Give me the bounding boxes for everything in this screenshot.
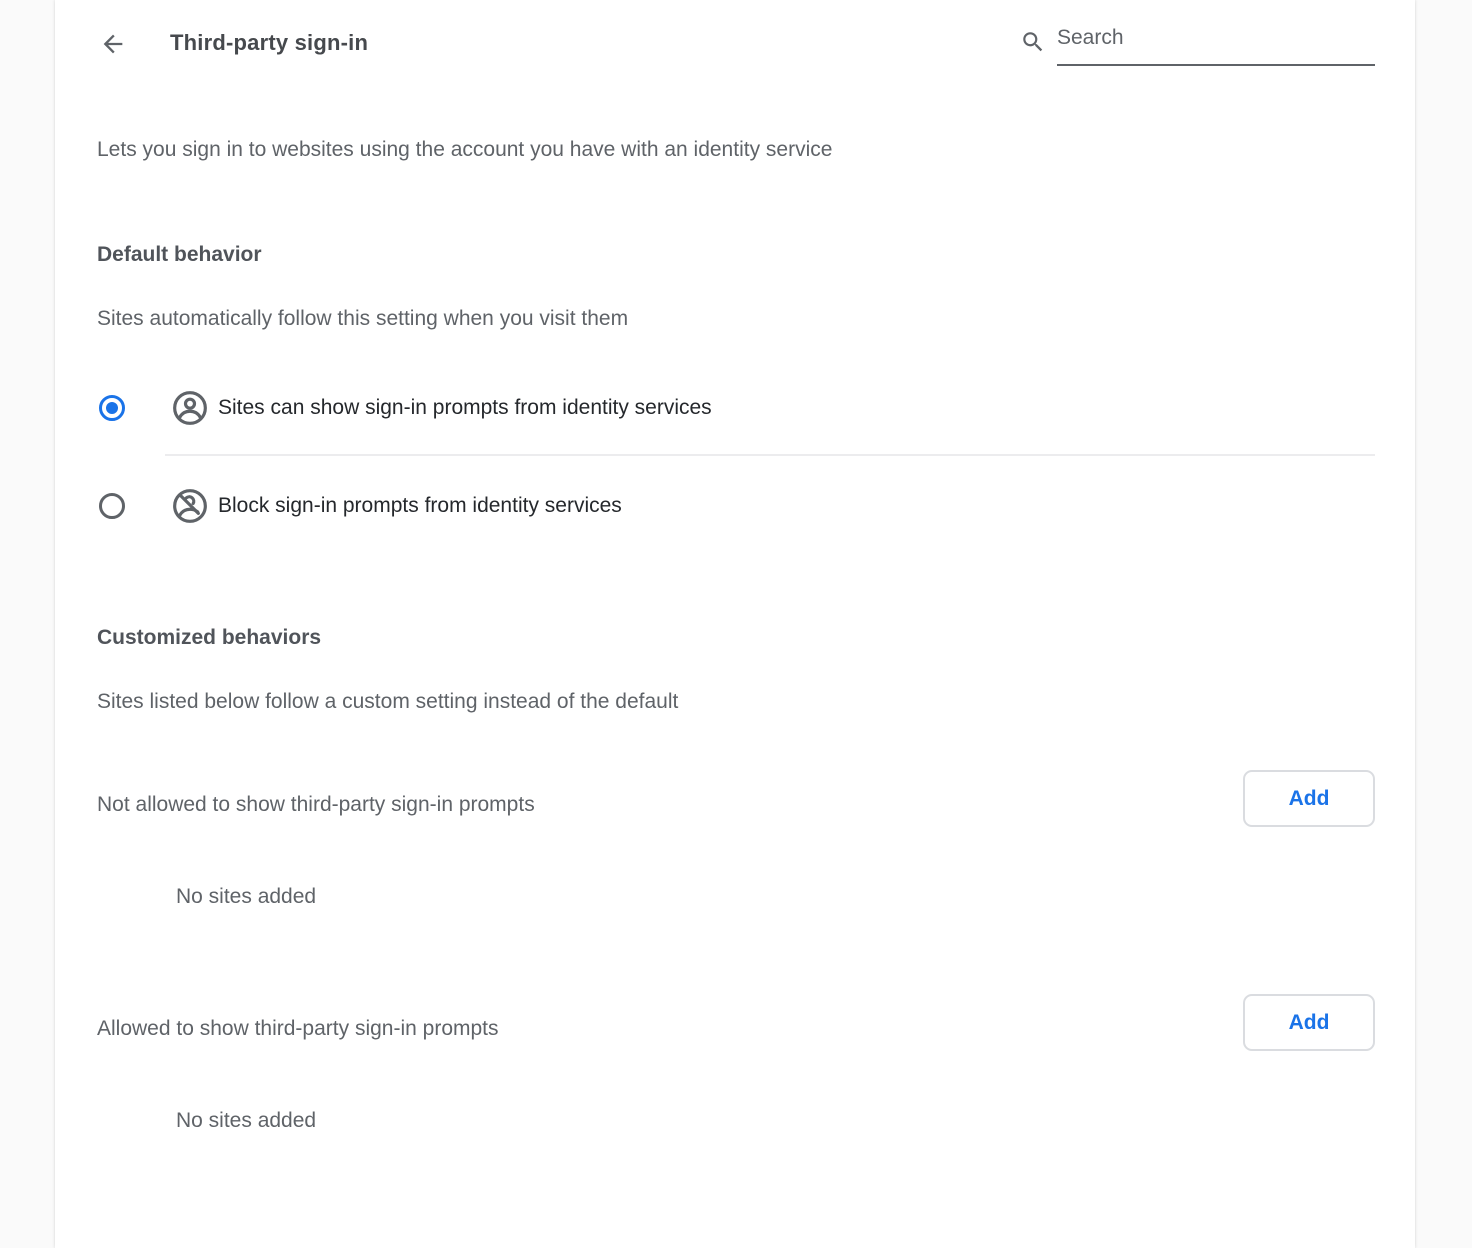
customized-behaviors-subheading: Sites listed below follow a custom setting instead of the default (97, 690, 679, 713)
radio-option-block-signin-prompts[interactable] (55, 456, 1415, 555)
add-allowed-site-button[interactable]: Add (1243, 994, 1375, 1051)
radio-button-selected[interactable] (99, 395, 125, 421)
account-circle-icon (170, 388, 210, 428)
search-icon (1020, 29, 1046, 55)
search-input[interactable] (1057, 26, 1375, 66)
add-not-allowed-site-button[interactable]: Add (1243, 770, 1375, 827)
back-button[interactable] (96, 27, 130, 61)
default-behavior-subheading: Sites automatically follow this setting when you visit them (97, 307, 629, 330)
account-blocked-icon (170, 486, 210, 526)
page-title: Third-party sign-in (170, 30, 369, 55)
arrow-back-icon (99, 30, 127, 58)
search-field (1020, 26, 1375, 66)
not-allowed-list-label: Not allowed to show third-party sign-in prompts (97, 793, 535, 816)
settings-page-card (55, 0, 1415, 1248)
page-description: Lets you sign in to websites using the account you have with an identity service (97, 138, 833, 161)
not-allowed-empty-text: No sites added (176, 885, 317, 908)
allowed-empty-text: No sites added (176, 1109, 317, 1132)
radio-option-label: Block sign-in prompts from identity services (218, 493, 622, 517)
radio-option-label: Sites can show sign-in prompts from identity services (218, 396, 712, 419)
default-behavior-heading: Default behavior (97, 243, 262, 266)
radio-button-unselected[interactable] (99, 493, 125, 519)
customized-behaviors-heading: Customized behaviors (97, 626, 322, 649)
radio-option-allow-signin-prompts[interactable] (55, 360, 1415, 456)
allowed-list-label: Allowed to show third-party sign-in prompts (97, 1017, 499, 1040)
